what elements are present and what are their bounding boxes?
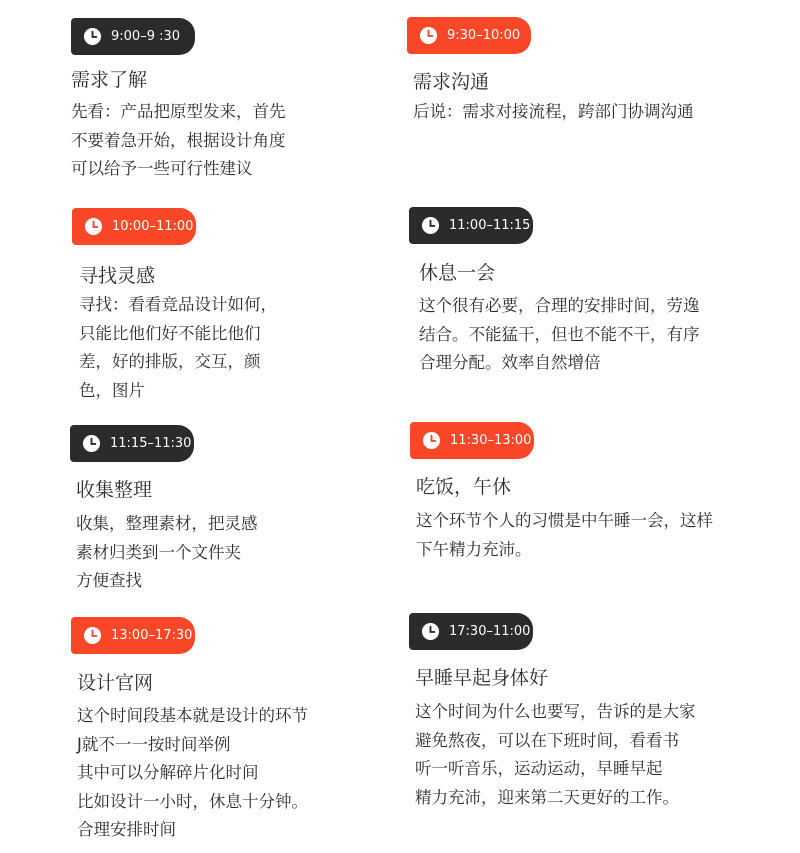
clock-icon bbox=[84, 217, 103, 236]
item-title: 早睡早起身体好 bbox=[415, 667, 549, 689]
clock-icon bbox=[421, 216, 440, 235]
item-title: 需求了解 bbox=[71, 69, 148, 91]
clock-icon bbox=[422, 431, 441, 450]
time-badge bbox=[71, 617, 195, 654]
time-badge bbox=[72, 208, 196, 245]
clock-icon bbox=[82, 434, 101, 453]
time-label: 9:00–9 :30 bbox=[111, 29, 181, 44]
clock-icon bbox=[421, 622, 440, 641]
item-description: 寻找：看看竞品设计如何， 只能比他们好不能比他们 差，好的排版，交互，颜 色，图片 bbox=[79, 295, 277, 400]
item-title: 寻找灵感 bbox=[79, 265, 156, 287]
item-title: 设计官网 bbox=[77, 672, 154, 694]
time-label: 11:00–11:15 bbox=[449, 218, 531, 233]
item-description: 收集，整理素材，把灵感 素材归类到一个文件夹 方便查找 bbox=[76, 514, 258, 590]
time-label: 13:00–17:30 bbox=[111, 628, 193, 643]
time-label: 11:30–13:00 bbox=[450, 433, 532, 448]
time-badge bbox=[410, 422, 534, 459]
time-badge bbox=[70, 425, 194, 462]
time-badge bbox=[71, 18, 195, 55]
item-description: 这个时间段基本就是设计的环节 J就不一一按时间举例 其中可以分解碎片化时间 比如设计一小时，休息十分钟。 合理安排时间 bbox=[77, 706, 308, 839]
time-label: 9:30–10:00 bbox=[447, 28, 521, 43]
item-description: 这个环节个人的习惯是中午睡一会，这样 下午精力充沛。 bbox=[416, 511, 713, 559]
item-description: 这个时间为什么也要写，告诉的是大家 避免熬夜，可以在下班时间，看看书 听一听音乐，运动运动，早睡早起 精力充沛，迎来第二天更好的工作。 bbox=[415, 702, 696, 807]
item-title: 需求沟通 bbox=[413, 71, 490, 93]
item-title: 收集整理 bbox=[76, 479, 153, 501]
clock-icon bbox=[83, 626, 102, 645]
item-title: 吃饭，午休 bbox=[416, 476, 512, 498]
time-badge bbox=[409, 207, 533, 244]
clock-icon bbox=[419, 26, 438, 45]
item-title: 休息一会 bbox=[419, 262, 496, 284]
item-description: 后说：需求对接流程，跨部门协调沟通 bbox=[413, 102, 694, 121]
time-label: 17:30–11:00 bbox=[449, 624, 531, 639]
item-description: 这个很有必要，合理的安排时间，劳逸 结合。不能猛干，但也不能不干，有序 合理分配。效率自然增倍 bbox=[419, 296, 700, 372]
time-badge bbox=[407, 17, 531, 54]
item-description: 先看：产品把原型发来，首先 不要着急开始，根据设计角度 可以给予一些可行性建议 bbox=[71, 102, 286, 178]
time-label: 11:15–11:30 bbox=[110, 436, 192, 451]
time-badge bbox=[409, 613, 533, 650]
time-label: 10:00–11:00 bbox=[112, 219, 194, 234]
clock-icon bbox=[83, 27, 102, 46]
